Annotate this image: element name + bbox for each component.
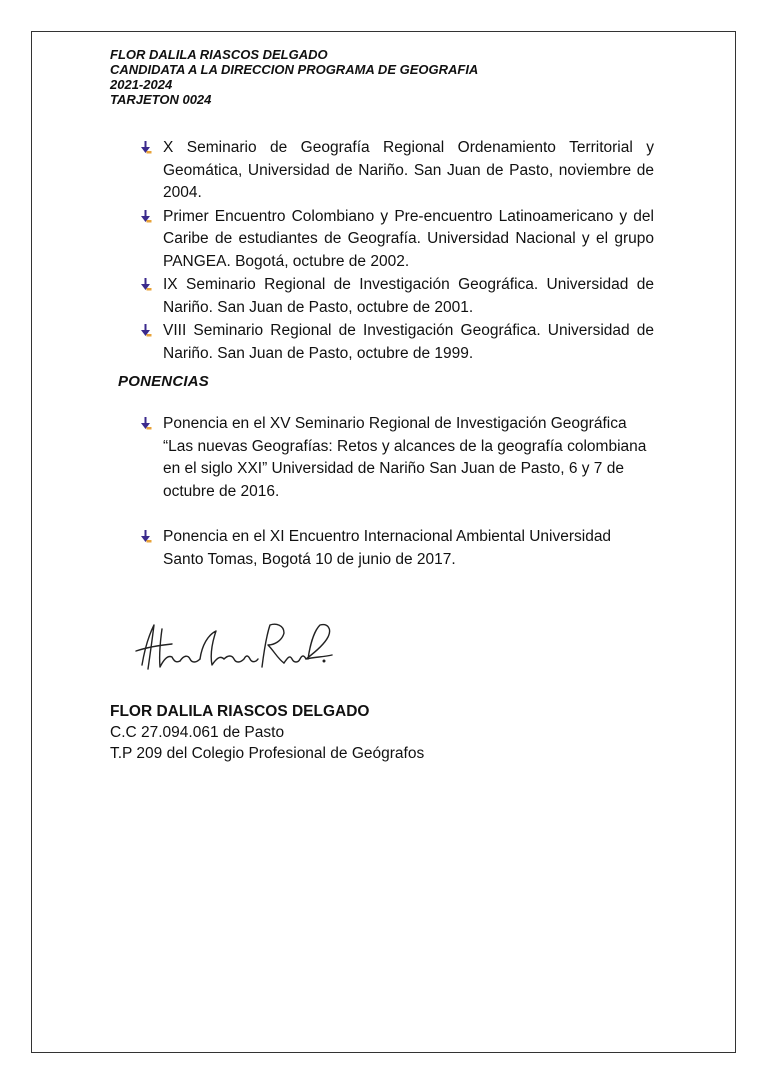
document-header	[110, 47, 478, 107]
header-candidacy: CANDIDATA A LA DIRECCION PROGRAMA DE GEOGRAFIA	[110, 62, 479, 77]
handwritten-signature	[128, 615, 333, 675]
signature-block	[110, 701, 424, 764]
event-text: IX Seminario Regional de Investigación Geográfica. Universidad de Nariño. San Juan de Pasto, octubre de 2001.	[163, 276, 654, 316]
event-text: VIII Seminario Regional de Investigación Geográfica. Universidad de Nariño. San Juan de Pasto, octubre de 1999.	[163, 322, 654, 362]
down-arrow-bullet-icon	[140, 141, 152, 155]
ponencia-text: Ponencia en el XV Seminario Regional de Investigación Geográfica “Las nuevas Geografías: Retos y alcances de la geografía colombiana en el siglo XXI” Universidad de Nariño San Juan de Pasto, 6 y 7 de octubre de 2016.	[163, 415, 647, 500]
event-text: Primer Encuentro Colombiano y Pre-encuentro Latinoamericano y del Caribe de estudiantes de Geografía. Universidad Nacional y el grupo PANGEA. Bogotá, octubre de 2002.	[163, 207, 654, 270]
signer-professional-card: T.P 209 del Colegio Profesional de Geógrafos	[110, 745, 425, 762]
events-list	[140, 137, 654, 366]
header-period: 2021-2024	[110, 77, 173, 92]
list-item	[140, 526, 654, 571]
section-title-ponencias: PONENCIAS	[118, 373, 209, 390]
list-item	[140, 274, 654, 319]
down-arrow-bullet-icon	[140, 278, 152, 292]
event-text: X Seminario de Geografía Regional Ordenamiento Territorial y Geomática, Universidad de Nariño. San Juan de Pasto, noviembre de 2004.	[163, 139, 654, 201]
header-candidate-name: FLOR DALILA RIASCOS DELGADO	[110, 47, 328, 62]
list-item	[140, 320, 654, 365]
down-arrow-bullet-icon	[140, 530, 152, 544]
header-ballot: TARJETON 0024	[110, 92, 212, 107]
signer-name: FLOR DALILA RIASCOS DELGADO	[110, 703, 370, 720]
down-arrow-bullet-icon	[140, 324, 152, 338]
list-item	[140, 206, 654, 274]
list-item	[140, 413, 654, 503]
ponencias-list	[140, 413, 654, 594]
down-arrow-bullet-icon	[140, 417, 152, 431]
down-arrow-bullet-icon	[140, 210, 152, 224]
list-item	[140, 137, 654, 205]
signer-id: C.C 27.094.061 de Pasto	[110, 724, 285, 741]
ponencia-text: Ponencia en el XI Encuentro Internacional Ambiental Universidad Santo Tomas, Bogotá 10 de junio de 2017.	[163, 528, 612, 568]
